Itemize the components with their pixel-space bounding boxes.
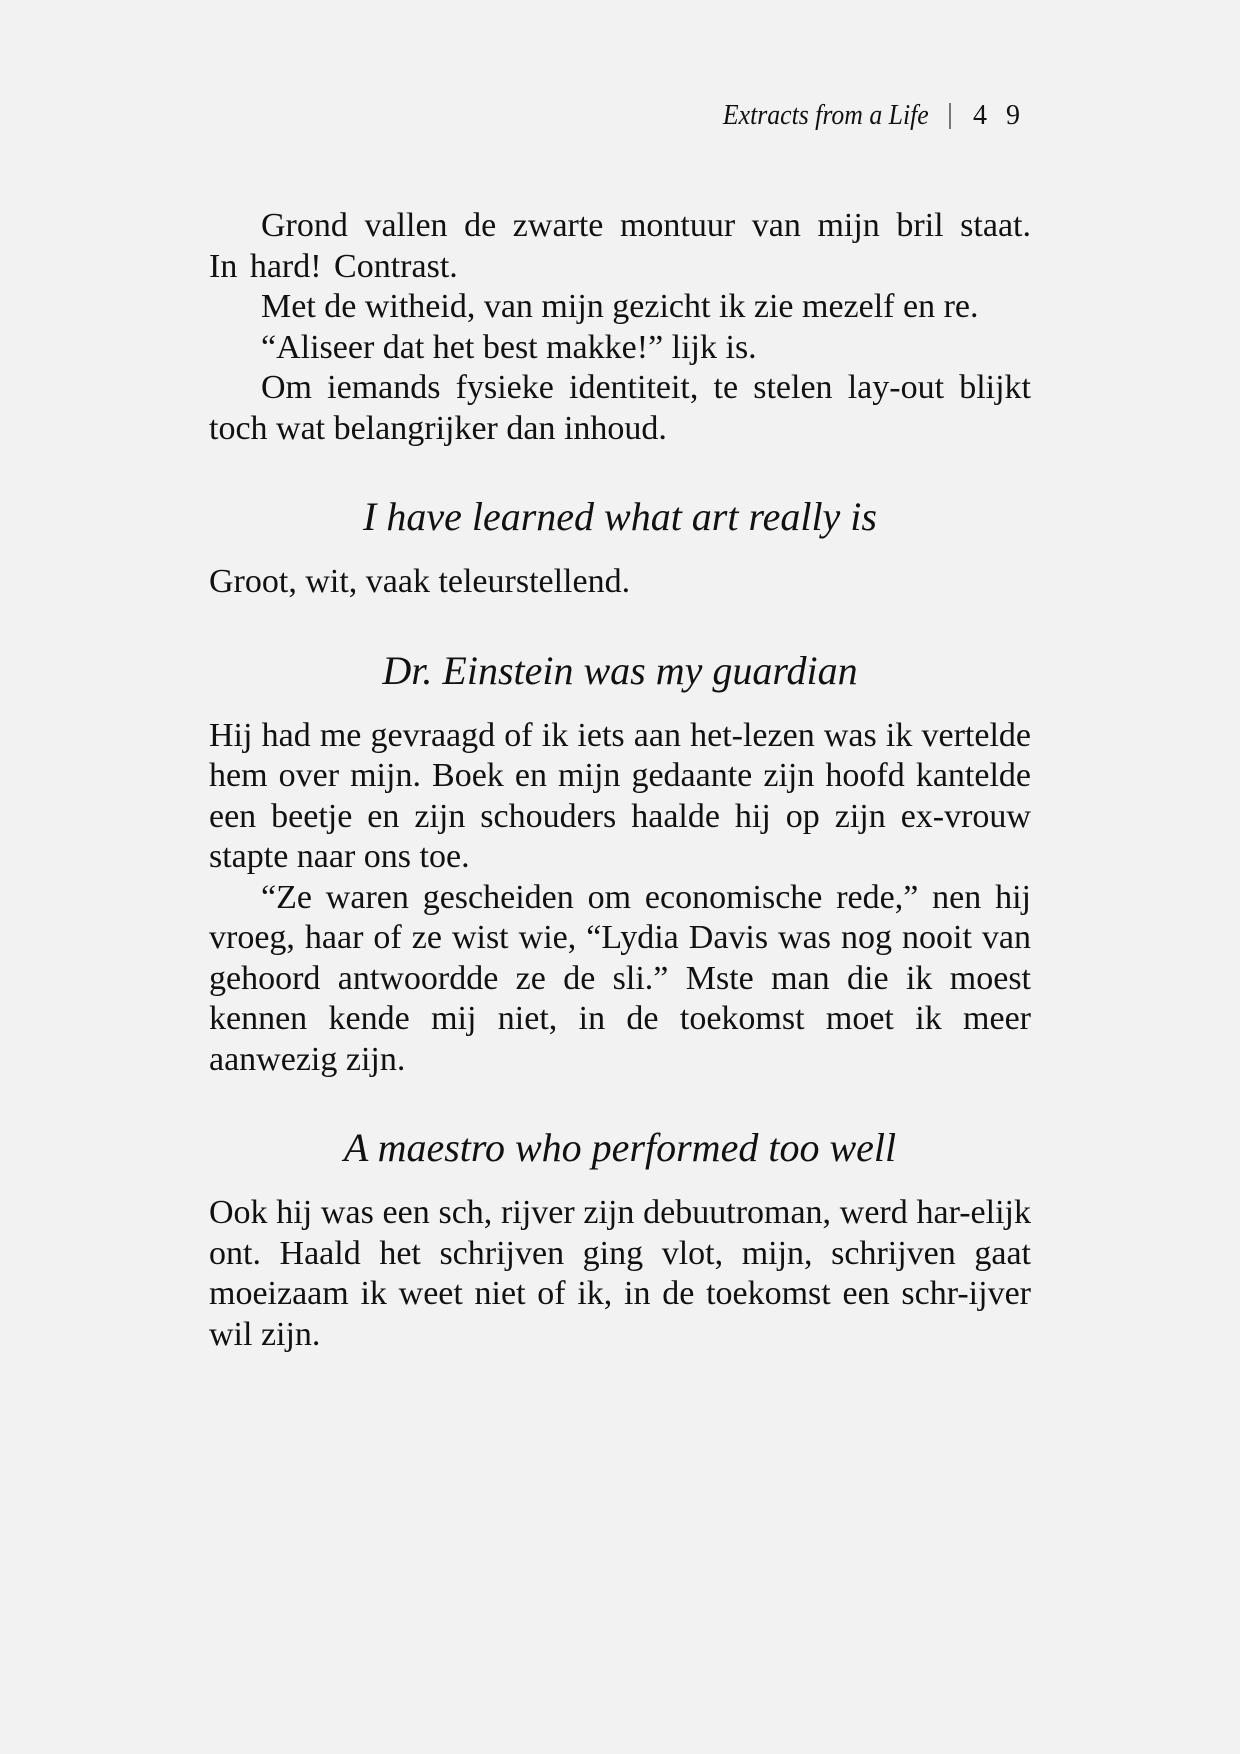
section-paragraph: Groot, wit, vaak teleurstellend. <box>209 563 631 600</box>
section-heading: Dr. Einstein was my guardian <box>382 647 858 693</box>
running-header <box>705 100 1026 132</box>
running-title: Extracts from a Life <box>723 100 929 131</box>
intro-paragraph: Grond vallen de zwarte montuur van mijn bril staat. In hard! Contrast. <box>209 207 1031 285</box>
intro-paragraph: Met de witheid, van mijn gezicht ik zie mezelf en re. <box>261 288 979 325</box>
page-number: 4 9 <box>973 100 1026 131</box>
section-paragraph: “Ze waren gescheiden om economische rede,” nen hij vroeg, haar of ze wist wie, “Lydia Davis was nog nooit van gehoord antwoordde ze de sli.” Mste man die ik moest kennen kende mij niet, in de toekomst moet ik meer aanwezig zijn. <box>209 878 1031 1078</box>
intro-paragraph: Om iemands fysieke identiteit, te stelen lay-out blijkt toch wat belangrijker dan inhoud. <box>209 369 1031 447</box>
page-body <box>209 206 1031 1355</box>
header-divider <box>949 103 951 129</box>
section-paragraph: Ook hij was een sch, rijver zijn debuutroman, werd har-elijk ont. Haald het schrijven ging vlot, mijn, schrijven gaat moeizaam ik weet niet of ik, in de toekomst een schr-ijver wil zijn. <box>209 1194 1031 1353</box>
section-heading: I have learned what art really is <box>363 494 877 539</box>
section-paragraph: Hij had me gevraagd of ik iets aan het-lezen was ik vertelde hem over mijn. Boek en mijn gedaante zijn hoofd kantelde een beetje en zijn schouders haalde hij op zijn ex-vrouw stapte naar ons toe. <box>209 716 1031 875</box>
section-heading: A maestro who performed too well <box>343 1125 897 1170</box>
intro-paragraph: “Aliseer dat het best makke!” lijk is. <box>261 328 757 366</box>
